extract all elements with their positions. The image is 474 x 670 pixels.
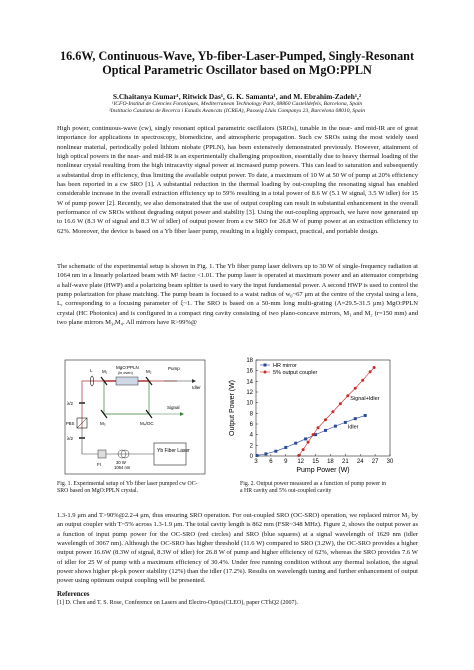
figure-1-caption: Fig. 1. Experimental setup of Yb fiber laser pumped cw OC-SRO based on MgO:PPLN crystal.	[57, 481, 198, 495]
figure-2-caption: Fig. 2. Output power measured as a function of pump power in a HR cavity and 5% out-coupled cavity	[240, 481, 387, 495]
data-point	[284, 446, 287, 449]
x-tick-label: 15	[312, 459, 319, 465]
output-power-chart	[226, 352, 402, 478]
ring-cavity	[104, 381, 149, 414]
data-point	[331, 410, 334, 413]
affiliation-1: ¹ICFO-Institut de Ciencies Fotoniques, Mediterranean Technology Park, 08860 Castelldefels, Barcelona, Spain	[111, 101, 363, 107]
data-point	[294, 442, 297, 445]
paragraph-setup: The schematic of the experimental setup is shown in Fig. 1. The Yb fiber pump laser delivers up to 30 W of single-frequency radiation at 1064 nm in a linearly polarized beam with M² factor <1.01. The pump laser is operated at maximum power and an attenuator comprising a half-wave plate (HWP) and a polarizing beam splitter is used to vary the input fundamental power. A second HWP is used to control the pump polarization for phase matching. The pump beam is focused to a waist radius of w₀~67 μm at the centre of the crystal using a lens, L, corresponding to a focusing parameter of ξ~1. The SRO is based on a 50-mm long multi-grating (Λ=29.5-31.5 μm) MgO:PPLN crystal (HC Photonics) and is configured in a compact ring cavity consisting of two plano-concave mirrors, M₁ and M₂ (r=150 mm) and two plane mirrors M₃,M₄. All mirrors have R>99%@	[57, 263, 418, 327]
data-point	[324, 429, 327, 432]
legend-marker	[264, 371, 267, 374]
y-axis-label: Output Power (W)	[229, 379, 236, 437]
y-tick-label: 14	[246, 379, 253, 386]
y-tick-label: 8	[249, 411, 253, 418]
pbs-label: PBS	[66, 421, 75, 426]
crystal-icon	[116, 377, 138, 385]
x-tick-label: 12	[297, 459, 305, 465]
x-tick-label: 27	[371, 459, 379, 465]
series-line	[257, 415, 365, 455]
x-tick-label: 3	[254, 459, 258, 465]
y-tick-label: 18	[246, 358, 253, 364]
reference-1: [1] D. Chen and T. S. Rose, Conference on Lasers and Electro-Optics(CLEO), paper CThQ2 (2007).	[57, 600, 299, 606]
isolator-icon	[98, 450, 106, 458]
affiliation-2: ²Institucio Catalana de Recerca i Estudis Avancats (ICREA), Passeig Lluis Companys 23, Barcelona 08010, Spain	[108, 108, 366, 114]
paper-title: 16.6W, Continuous-Wave, Yb-fiber-Laser-Pumped, Singly-Resonant Optical Parametric Oscillator based on MgO:PPLN	[59, 49, 415, 77]
laser-label: Yb Fiber Laser	[157, 448, 190, 454]
data-point	[369, 370, 372, 373]
x-tick-label: 21	[341, 459, 349, 465]
data-point	[334, 425, 337, 428]
y-tick-label: 0	[249, 454, 253, 460]
author-list: S.Chaitanya Kumar¹, Ritwick Das¹, G. K. Samanta¹, and M. Ebrahim-Zadeh¹,²	[112, 92, 362, 101]
data-point	[339, 402, 342, 405]
affiliations	[40, 101, 434, 115]
m3-label: M₃	[100, 421, 106, 426]
m4-label: M₄/OC	[140, 421, 154, 426]
legend-marker	[264, 364, 267, 367]
x-tick-label: 30	[386, 459, 394, 465]
y-tick-label: 16	[246, 368, 253, 375]
m2-label: M₂	[146, 369, 152, 374]
references-heading: References	[57, 590, 90, 598]
hwp2-label: λ/2	[67, 436, 74, 441]
pump-beam	[82, 381, 177, 429]
setup-schematic	[64, 359, 206, 475]
data-point	[361, 379, 364, 382]
y-tick-label: 2	[249, 443, 253, 450]
legend-label: 5% output coupler	[273, 370, 318, 376]
y-tick-label: 12	[246, 390, 253, 396]
data-point	[307, 441, 310, 444]
data-point	[354, 417, 357, 420]
oven-label: (in oven)	[118, 371, 133, 375]
data-point	[344, 421, 347, 424]
laser-power-label: 30 W	[116, 460, 126, 465]
x-tick-label: 9	[284, 459, 288, 465]
data-point	[302, 448, 305, 451]
y-tick-label: 6	[249, 422, 253, 428]
legend-label: HR mirror	[273, 363, 297, 369]
paragraph-intro: High power, continuous-wave (cw), singly resonant optical parametric oscillators (SROs), tunable in the near- and mid-IR are of great importance for applications in spectroscopy, biomedicine, and atmospheric propagation. Such cw SROs using the most widely used nonlinear material, periodically poled lithium niobate (PPLN), has been extensively demonstrated previously. However, attainment of high optical powers in the near- and mid-IR is an experimentally challenging proposition, essentially due to heavy thermal loading of the nonlinear crystal resulting from the high intracavity signal power at increased pump powers. This can lead to saturation and subsequently a substantial drop in efficiency, thus limiting the available output power. To date, a maximum of 10 W at 50 W of pump at 20% efficiency has been reported in a cw SRO [1]. A substantial reduction in the thermal loading by out-coupling the resonating signal has enabled considerable increase in the overall extraction efficiency up to 59% resulting in a total power of 8.6 W (5.1 W signal, 3.5 W idler) for 15 W of pump power [2]. Recently, we also demonstrated that the use of output coupling can result in substantial enhancement in the overall performance of cw SROs without degrading output power and stability [3]. Using the out-coupling approach, we have now generated up to 16.6 W (8.3 W of signal and 8.3 W of idler) of output power from a cw SRO for 26.8 W of pump power at an extraction efficiency to 62%. Moreover, the device is based on a Yb fiber laser pump, resulting in a highly compact, practical, and portable design.	[57, 125, 418, 235]
annotation-idler: Idler	[347, 424, 359, 431]
data-point	[373, 366, 376, 369]
x-axis-label: Pump Power (W)	[296, 467, 350, 474]
pump-label: Pump	[168, 366, 180, 371]
x-tick-label: 6	[269, 459, 273, 465]
crystal-label: MgO:PPLN	[116, 365, 139, 370]
x-tick-label: 18	[327, 459, 334, 465]
laser-box-icon	[154, 443, 186, 465]
data-point	[354, 387, 357, 390]
laser-wavelength-label: 1064 nm	[114, 465, 131, 470]
y-tick-label: 10	[246, 400, 253, 407]
paragraph-results: 1.3-1.9 μm and T>90%@2.2-4 μm, thus ensuring SRO operation. For out-coupled SRO (OC-SRO) operation, we replaced mirror M₃ by an output coupler with T~5% across 1.3-1.9 μm. The total cavity length is 862 mm (FSR~348 MHz). Figure 2, shows the output power as a function of input pump power for the OC-SRO (red circles) and SRO (blue squares) at a signal wavelength of 1629 nm (idler wavelength of 3067 nm). Although the OC-SRO has higher threshold (11.6 W) compared to SRO (3.2W), the OC-SRO provides a higher output power 16.6W (8.3W of signal, 8.3W of idler) for 26.8 W of pump and higher efficiency of 62%, whereas the SRO provides 7.6 W of idler for 25 W of pump with a maximum efficiency of 30.4%. Under free running condition without any thermal isolation, the signal power shows higher pk-pk power stability (12%) than the idler (17.2%). Results on wavelength tuning and further enhancement of output power using optimum output coupling will be presented.	[57, 512, 418, 585]
data-point	[304, 437, 307, 440]
annotation-signal-idler: Signal+Idler	[350, 396, 380, 402]
lens-label: L	[90, 368, 93, 373]
data-point	[346, 394, 349, 397]
signal-label: Signal	[167, 405, 180, 410]
hwp-icon	[79, 402, 85, 404]
data-point	[364, 414, 367, 417]
m1-label: M₁	[102, 369, 108, 374]
data-point	[317, 426, 320, 429]
data-point	[312, 433, 315, 436]
isolator-label: FI	[97, 462, 101, 467]
idler-label: Idler	[192, 385, 201, 390]
data-point	[274, 450, 277, 453]
hwp-icon	[79, 437, 85, 439]
data-point	[264, 452, 267, 455]
data-point	[324, 418, 327, 421]
y-tick-label: 4	[249, 432, 253, 439]
data-point	[297, 454, 300, 457]
data-point	[255, 454, 258, 457]
hwp1-label: λ/2	[67, 401, 74, 406]
x-tick-label: 24	[356, 459, 364, 465]
